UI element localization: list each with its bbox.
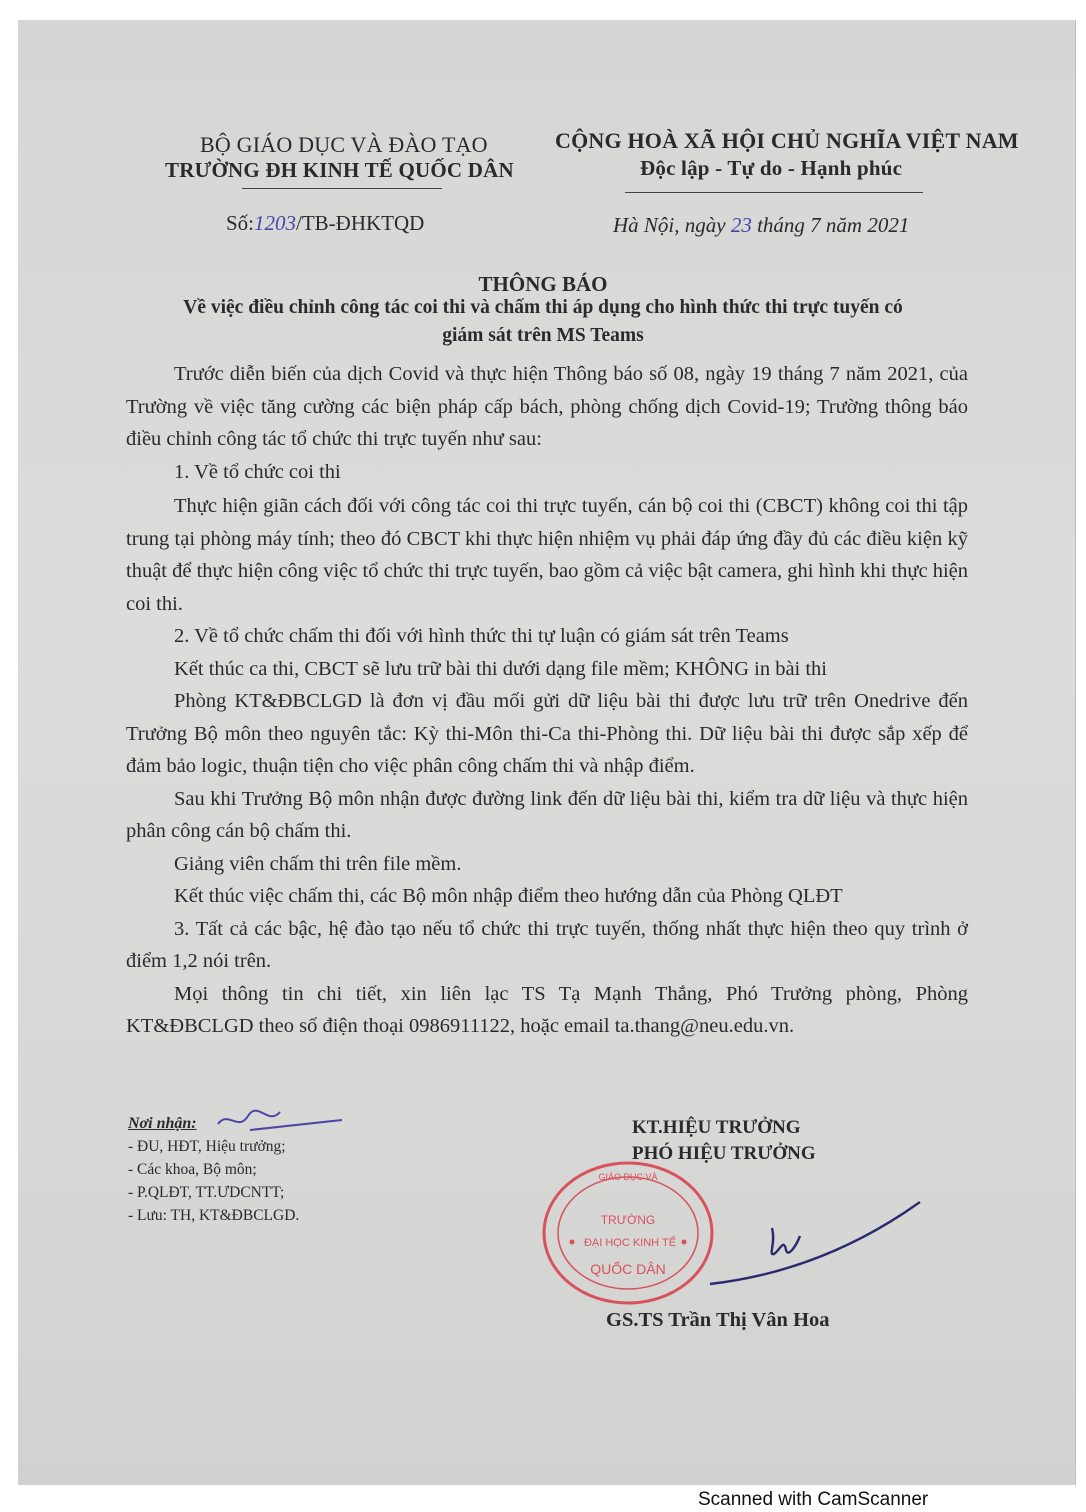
intro-paragraph: Trước diễn biến của dịch Covid và thực hiện Thông báo số 08, ngày 19 tháng 7 năm 2021, của Trường về việc tăng cường các biện pháp cấp bách, phòng chống dịch Covid-19; Trường thông báo điều chỉnh công tác tổ chức thi trực tuyến như sau:: [126, 363, 968, 450]
section2-title: 2. Về tổ chức chấm thi đối với hình thức thi tự luận có giám sát trên Teams: [174, 625, 789, 647]
section2-paragraph-3: Sau khi Trưởng Bộ môn nhận được đường link đến dữ liệu bài thi, kiểm tra dữ liệu và thực hiện phân công cán bộ chấm thi.: [126, 787, 968, 842]
section2-paragraph-5: Kết thúc việc chấm thi, các Bộ môn nhập điểm theo hướng dẫn của Phòng QLĐT: [174, 885, 843, 907]
date-suffix: tháng 7 năm 2021: [757, 213, 910, 237]
notice-body: [126, 358, 968, 1043]
signature-title-2: PHÓ HIỆU TRƯỞNG: [632, 1143, 816, 1164]
ministry-name: BỘ GIÁO DỤC VÀ ĐÀO TẠO: [200, 132, 488, 157]
header-right-rule: [625, 192, 923, 193]
stamp-line-3: QUỐC DÂN: [590, 1261, 666, 1277]
number-suffix: /TB-ĐHKTQD: [296, 211, 425, 235]
section2-paragraph-1: Kết thúc ca thi, CBCT sẽ lưu trữ bài thi dưới dạng file mềm; KHÔNG in bài thi: [174, 657, 828, 680]
stamp-top-text: GIÁO DỤC VÀ: [598, 1172, 658, 1182]
stamp-line-2: ĐẠI HỌC KINH TẾ: [583, 1237, 677, 1249]
camscanner-watermark: Scanned with CamScanner: [698, 1489, 929, 1510]
document-number: [226, 211, 424, 236]
document-date: [613, 213, 909, 238]
signer-name: GS.TS Trần Thị Vân Hoa: [606, 1309, 830, 1331]
section1-title: 1. Về tổ chức coi thi: [174, 460, 341, 483]
notice-heading: THÔNG BÁO: [478, 272, 608, 296]
notice-subject-line2: giám sát trên MS Teams: [442, 325, 644, 346]
signature-scribble-icon: [650, 1188, 950, 1298]
number-handwritten: 1203: [254, 211, 297, 235]
signature-title-1: KT.HIỆU TRƯỞNG: [632, 1117, 801, 1138]
recipient-item: - P.QLĐT, TT.ƯDCNTT;: [128, 1184, 285, 1201]
header-left-rule: [242, 188, 442, 189]
recipient-item: - Lưu: TH, KT&ĐBCLGD.: [128, 1207, 300, 1224]
stamp-line-1: TRƯỜNG: [600, 1213, 656, 1227]
section3-paragraph: 3. Tất cả các bậc, hệ đào tạo nếu tổ chức thi trực tuyến, thống nhất thực hiện theo quy trình ở điểm 1,2 nói trên.: [126, 917, 968, 972]
date-handwritten: 23: [730, 213, 752, 237]
university-name: TRƯỜNG ĐH KINH TẾ QUỐC DÂN: [165, 158, 514, 182]
number-prefix: Số:: [226, 211, 255, 235]
initials-scribble-icon: [210, 1102, 350, 1142]
recipient-item: - Các khoa, Bộ môn;: [128, 1161, 257, 1178]
contact-paragraph: Mọi thông tin chi tiết, xin liên lạc TS Tạ Mạnh Thắng, Phó Trưởng phòng, Phòng KT&ĐBCLGD theo số điện thoại 0986911122, hoặc email ta.thang@neu.edu.vn.: [126, 982, 968, 1037]
notice-subject-line1: Về việc điều chỉnh công tác coi thi và chấm thi áp dụng cho hình thức thi trực tuyến có: [183, 297, 903, 318]
section2-paragraph-4: Giảng viên chấm thi trên file mềm.: [174, 852, 462, 875]
country-name: CỘNG HOÀ XÃ HỘI CHỦ NGHĨA VIỆT NAM: [555, 128, 1019, 153]
recipients-heading: Nơi nhận:: [128, 1115, 197, 1132]
date-prefix: Hà Nội, ngày: [613, 213, 726, 237]
section1-text: Thực hiện giãn cách đối với công tác coi thi trực tuyến, cán bộ coi thi (CBCT) không coi thi tập trung tại phòng máy tính; theo đó CBCT khi thực hiện nhiệm vụ phải đáp ứng đầy đủ các điều kiện kỹ thuật để thực hiện công việc tổ chức thi trực tuyến, bao gồm cả việc bật camera, ghi hình khi thực hiện coi thi.: [126, 495, 968, 615]
section2-paragraph-2: Phòng KT&ĐBCLGD là đơn vị đầu mối gửi dữ liệu bài thi được lưu trữ trên Onedrive đến Trưởng Bộ môn theo nguyên tắc: Kỳ thi-Môn thi-Ca thi-Phòng thi. Dữ liệu bài thi được sắp xếp để đảm bảo logic, thuận tiện cho việc phân công chấm thi và nhập điểm.: [126, 690, 968, 777]
recipient-item: - ĐU, HĐT, Hiệu trưởng;: [128, 1138, 286, 1155]
national-motto: Độc lập - Tự do - Hạnh phúc: [640, 156, 903, 180]
